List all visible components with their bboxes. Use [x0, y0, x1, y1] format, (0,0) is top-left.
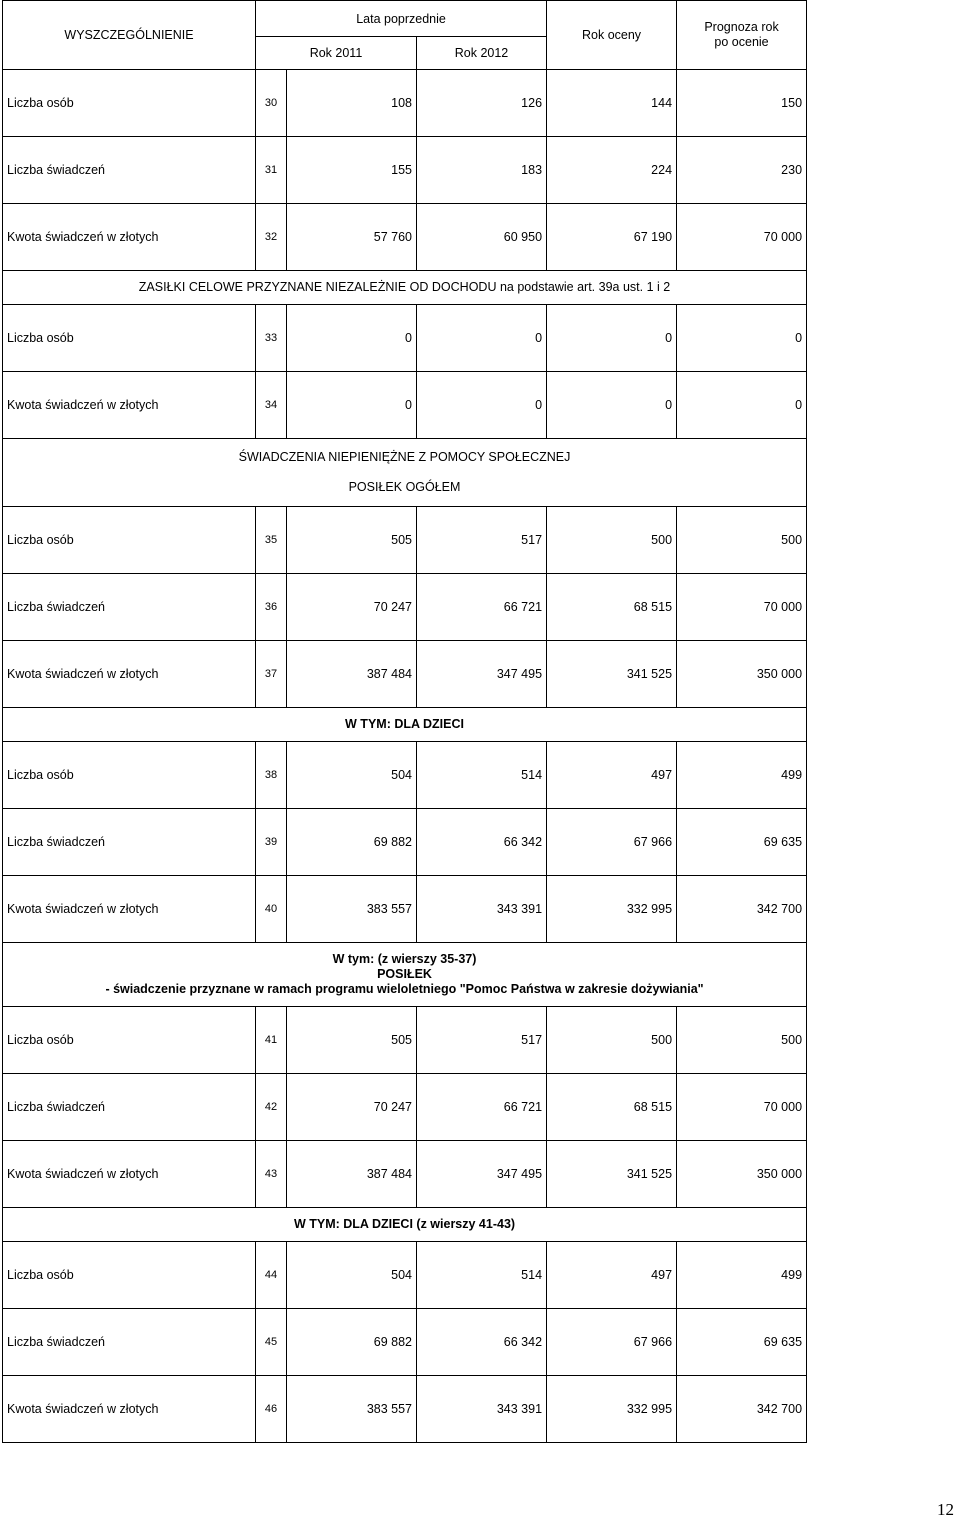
value-assess-year: 68 515 — [547, 1074, 677, 1141]
row-label: Kwota świadczeń w złotych — [3, 204, 256, 271]
row-label: Liczba osób — [3, 70, 256, 137]
section-swiadczenia-niepieniezne: ŚWIADCZENIA NIEPIENIĘŻNE Z POMOCY SPOŁECZNEJ POSIŁEK OGÓŁEM — [3, 439, 807, 507]
value-2012: 517 — [417, 1007, 547, 1074]
value-2011: 108 — [287, 70, 417, 137]
row-number: 33 — [256, 305, 287, 372]
row-label: Liczba świadczeń — [3, 1309, 256, 1376]
value-forecast: 0 — [677, 372, 807, 439]
row-number: 37 — [256, 641, 287, 708]
value-2011: 505 — [287, 507, 417, 574]
value-2011: 155 — [287, 137, 417, 204]
value-assess-year: 341 525 — [547, 1141, 677, 1208]
table-row — [3, 574, 807, 641]
header-forecast: Prognoza rok po ocenie — [677, 1, 807, 70]
value-assess-year: 341 525 — [547, 641, 677, 708]
row-label: Liczba osób — [3, 742, 256, 809]
table-row — [3, 305, 807, 372]
section-dla-dzieci: W TYM: DLA DZIECI — [3, 708, 807, 742]
value-forecast: 0 — [677, 305, 807, 372]
value-2011: 57 760 — [287, 204, 417, 271]
value-2012: 517 — [417, 507, 547, 574]
value-assess-year: 0 — [547, 372, 677, 439]
row-label: Liczba świadczeń — [3, 1074, 256, 1141]
value-assess-year: 332 995 — [547, 1376, 677, 1443]
value-2012: 66 721 — [417, 1074, 547, 1141]
value-forecast: 69 635 — [677, 1309, 807, 1376]
row-label: Kwota świadczeń w złotych — [3, 1376, 256, 1443]
value-forecast: 500 — [677, 1007, 807, 1074]
value-assess-year: 500 — [547, 1007, 677, 1074]
row-number: 43 — [256, 1141, 287, 1208]
value-2011: 504 — [287, 742, 417, 809]
value-2011: 383 557 — [287, 1376, 417, 1443]
value-forecast: 230 — [677, 137, 807, 204]
table-row — [3, 809, 807, 876]
value-2011: 70 247 — [287, 1074, 417, 1141]
row-number: 41 — [256, 1007, 287, 1074]
table-row — [3, 1141, 807, 1208]
table-row — [3, 204, 807, 271]
value-forecast: 70 000 — [677, 574, 807, 641]
value-assess-year: 497 — [547, 1242, 677, 1309]
section-posilek-program: W tym: (z wierszy 35-37) POSIŁEK - świadczenie przyznane w ramach programu wieloletniego "Pomoc Państwa w zakresie dożywiania" — [3, 943, 807, 1007]
header-year-2012: Rok 2012 — [417, 37, 547, 70]
value-assess-year: 67 190 — [547, 204, 677, 271]
value-2011: 383 557 — [287, 876, 417, 943]
table-row — [3, 1309, 807, 1376]
row-number: 38 — [256, 742, 287, 809]
value-2011: 387 484 — [287, 641, 417, 708]
row-label: Liczba świadczeń — [3, 574, 256, 641]
value-assess-year: 332 995 — [547, 876, 677, 943]
value-2012: 126 — [417, 70, 547, 137]
value-forecast: 499 — [677, 742, 807, 809]
value-2011: 504 — [287, 1242, 417, 1309]
header-col-label: WYSZCZEGÓLNIENIE — [3, 1, 256, 70]
value-2012: 60 950 — [417, 204, 547, 271]
value-assess-year: 500 — [547, 507, 677, 574]
value-assess-year: 67 966 — [547, 809, 677, 876]
value-2012: 66 342 — [417, 1309, 547, 1376]
row-label: Kwota świadczeń w złotych — [3, 372, 256, 439]
table-row — [3, 507, 807, 574]
value-2011: 0 — [287, 305, 417, 372]
value-2012: 0 — [417, 372, 547, 439]
value-2011: 69 882 — [287, 1309, 417, 1376]
value-2011: 505 — [287, 1007, 417, 1074]
row-label: Liczba osób — [3, 1242, 256, 1309]
section-dla-dzieci-41-43: W TYM: DLA DZIECI (z wierszy 41-43) — [3, 1208, 807, 1242]
table-row — [3, 137, 807, 204]
table-row — [3, 876, 807, 943]
value-assess-year: 67 966 — [547, 1309, 677, 1376]
row-number: 31 — [256, 137, 287, 204]
row-number: 36 — [256, 574, 287, 641]
value-forecast: 70 000 — [677, 204, 807, 271]
section-zasilki-celowe: ZASIŁKI CELOWE PRZYZNANE NIEZALEŻNIE OD DOCHODU na podstawie art. 39a ust. 1 i 2 — [3, 271, 807, 305]
value-forecast: 69 635 — [677, 809, 807, 876]
header-year-2011: Rok 2011 — [256, 37, 417, 70]
value-2012: 514 — [417, 742, 547, 809]
row-label: Kwota świadczeń w złotych — [3, 876, 256, 943]
value-2011: 70 247 — [287, 574, 417, 641]
value-2011: 0 — [287, 372, 417, 439]
value-2012: 343 391 — [417, 876, 547, 943]
table-row — [3, 70, 807, 137]
row-label: Kwota świadczeń w złotych — [3, 1141, 256, 1208]
value-2012: 347 495 — [417, 641, 547, 708]
row-number: 42 — [256, 1074, 287, 1141]
row-label: Liczba świadczeń — [3, 137, 256, 204]
value-forecast: 499 — [677, 1242, 807, 1309]
header-assess-year: Rok oceny — [547, 1, 677, 70]
row-number: 39 — [256, 809, 287, 876]
value-forecast: 342 700 — [677, 1376, 807, 1443]
value-2012: 66 721 — [417, 574, 547, 641]
value-forecast: 342 700 — [677, 876, 807, 943]
table-row — [3, 742, 807, 809]
value-assess-year: 68 515 — [547, 574, 677, 641]
value-assess-year: 144 — [547, 70, 677, 137]
table-row — [3, 1007, 807, 1074]
row-label: Liczba osób — [3, 305, 256, 372]
row-label: Kwota świadczeń w złotych — [3, 641, 256, 708]
value-assess-year: 497 — [547, 742, 677, 809]
value-2012: 343 391 — [417, 1376, 547, 1443]
row-number: 44 — [256, 1242, 287, 1309]
value-2011: 387 484 — [287, 1141, 417, 1208]
value-assess-year: 224 — [547, 137, 677, 204]
row-number: 46 — [256, 1376, 287, 1443]
header-prev-years: Lata poprzednie — [256, 1, 547, 37]
value-assess-year: 0 — [547, 305, 677, 372]
value-2012: 183 — [417, 137, 547, 204]
value-2012: 347 495 — [417, 1141, 547, 1208]
row-label: Liczba osób — [3, 1007, 256, 1074]
table-row — [3, 641, 807, 708]
value-forecast: 70 000 — [677, 1074, 807, 1141]
row-number: 35 — [256, 507, 287, 574]
row-label: Liczba świadczeń — [3, 809, 256, 876]
value-forecast: 150 — [677, 70, 807, 137]
table-row — [3, 1376, 807, 1443]
table-row — [3, 372, 807, 439]
value-2011: 69 882 — [287, 809, 417, 876]
row-number: 40 — [256, 876, 287, 943]
report-table — [2, 0, 807, 1443]
value-2012: 66 342 — [417, 809, 547, 876]
row-number: 30 — [256, 70, 287, 137]
value-forecast: 350 000 — [677, 641, 807, 708]
row-number: 34 — [256, 372, 287, 439]
page-number: 12 — [937, 1500, 954, 1519]
row-label: Liczba osób — [3, 507, 256, 574]
table-row — [3, 1074, 807, 1141]
value-2012: 0 — [417, 305, 547, 372]
value-forecast: 350 000 — [677, 1141, 807, 1208]
table-row — [3, 1242, 807, 1309]
value-2012: 514 — [417, 1242, 547, 1309]
value-forecast: 500 — [677, 507, 807, 574]
row-number: 45 — [256, 1309, 287, 1376]
row-number: 32 — [256, 204, 287, 271]
